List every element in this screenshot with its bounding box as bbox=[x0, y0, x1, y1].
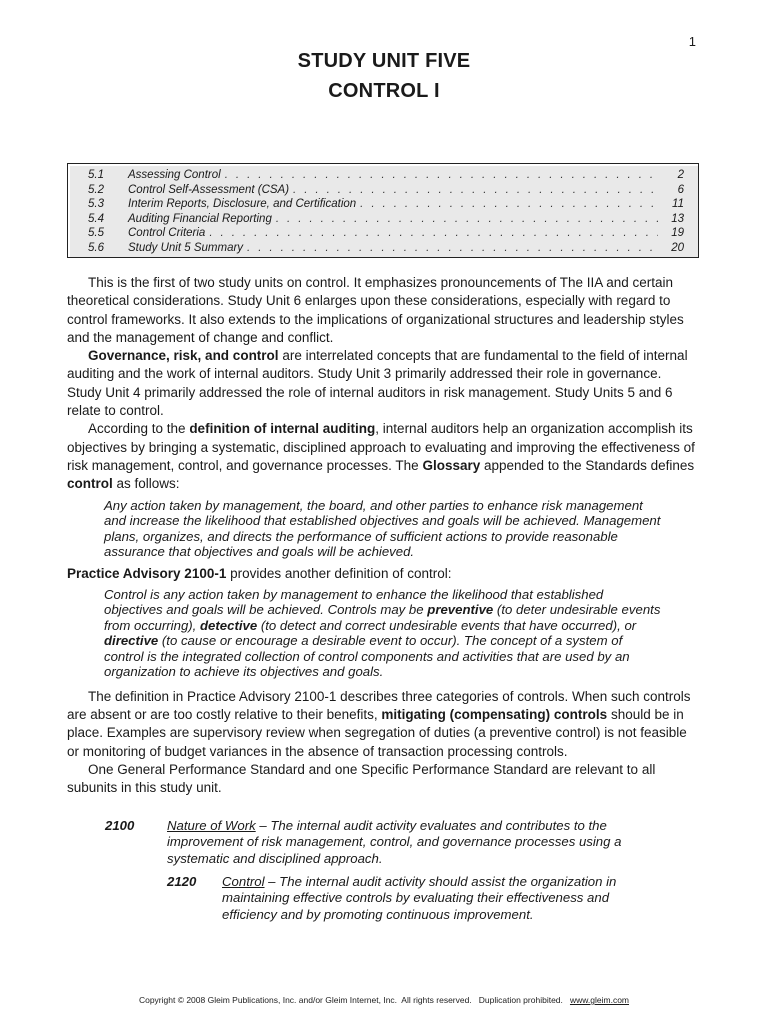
standard-text bbox=[222, 874, 667, 923]
toc-leader-dots bbox=[247, 242, 658, 254]
title-line-1: STUDY UNIT FIVE bbox=[297, 50, 471, 72]
standard-name: Nature of Work bbox=[167, 818, 256, 833]
practice-advisory-paragraph bbox=[67, 565, 699, 583]
standard-name: Control bbox=[222, 874, 265, 889]
categories-text-a: The definition in Practice Advisory 2100-1 describes three categories of controls. When such controls are absent or are too costly relative to their benefits, bbox=[67, 688, 691, 723]
toc-item-page: 19 bbox=[671, 227, 684, 239]
footer bbox=[0, 995, 768, 1005]
page-title bbox=[0, 46, 768, 106]
governance-term: Governance, risk, and control bbox=[88, 348, 279, 364]
standard-number: 2100 bbox=[105, 818, 135, 833]
directive-term: directive bbox=[104, 633, 159, 649]
toc-list bbox=[68, 169, 698, 256]
toc-item-title: Interim Reports, Disclosure, and Certification bbox=[128, 198, 357, 210]
definition-term: definition of internal auditing bbox=[189, 421, 376, 437]
toc-item[interactable] bbox=[68, 242, 698, 257]
toc-leader-dots bbox=[225, 169, 658, 181]
definition-text-g: as follows: bbox=[112, 476, 180, 492]
toc-item-page: 2 bbox=[677, 169, 684, 181]
quote2-text-g: (to cause or encourage a desirable event to occur). The concept of a system of control is the integrated collection of control components and activities that are used by an organization to achieve its objectives and goals. bbox=[104, 633, 630, 680]
toc-item-page: 11 bbox=[672, 198, 684, 210]
toc-item-title: Control Criteria bbox=[128, 227, 206, 239]
toc-item-number: 5.1 bbox=[88, 169, 104, 181]
governance-paragraph bbox=[67, 347, 699, 420]
intro-paragraph: This is the first of two study units on control. It emphasizes pronouncements of The IIA and certain theoretical considerations. Study Unit 6 enlarges upon these considerations, especially with regard to control frameworks. It also extends to the implications of organizational structures and leadership styles and the management of change and conflict. bbox=[67, 275, 684, 345]
quote2-text-e: (to detect and correct undesirable events that have occurred), or bbox=[257, 617, 637, 633]
toc-item[interactable] bbox=[68, 227, 698, 242]
toc-item-page: 20 bbox=[671, 241, 684, 254]
standard-description: – The internal audit activity should assist the organization in maintaining effective controls by evaluating their effectiveness and efficiency and by promoting continuous improvement. bbox=[222, 874, 617, 922]
toc-item-title: Assessing Control bbox=[128, 169, 221, 181]
standard-2100 bbox=[105, 818, 665, 867]
definition-text-e: appended to the Standards defines bbox=[480, 457, 695, 473]
toc-item[interactable] bbox=[68, 213, 698, 228]
quote2-text-c: (to deter undesirable events from occurring), bbox=[104, 602, 661, 633]
toc-item-page: 6 bbox=[677, 183, 684, 196]
toc-item-number: 5.4 bbox=[88, 212, 104, 225]
toc-item-page: 13 bbox=[671, 212, 684, 225]
standard-number: 2120 bbox=[167, 874, 197, 889]
toc-item-title: Control Self-Assessment (CSA) bbox=[128, 183, 290, 196]
glossary-quote: Any action taken by management, the board, and other parties to enhance risk management and increase the likelihood that established objectives and goals will be achieved. Management plans, organizes, and directs the performance of sufficient actions to provide reasonable assurance that objectives and goals will be achieved. bbox=[104, 497, 661, 560]
toc-item-number: 5.6 bbox=[88, 241, 104, 254]
website-link[interactable]: www.gleim.com bbox=[569, 995, 630, 1005]
title-line-2: CONTROL I bbox=[328, 80, 440, 102]
standards-intro-paragraph: One General Performance Standard and one Specific Performance Standard are relevant to all subunits in this study unit. bbox=[67, 762, 656, 796]
standard-text bbox=[167, 818, 665, 867]
toc-leader-dots bbox=[209, 227, 658, 239]
practice-advisory-text: provides another definition of control: bbox=[226, 565, 452, 581]
practice-advisory-quote bbox=[104, 587, 664, 680]
toc-leader-dots bbox=[293, 184, 658, 196]
categories-paragraph bbox=[67, 688, 699, 761]
standard-description: – The internal audit activity evaluates and contributes to the improvement of risk management, control, and governance processes using a systematic and disciplined approach. bbox=[167, 818, 622, 866]
toc-item-title: Study Unit 5 Summary bbox=[128, 241, 244, 254]
toc-item-title: Auditing Financial Reporting bbox=[128, 212, 272, 225]
body-text bbox=[67, 274, 699, 798]
standard-2120 bbox=[167, 874, 667, 923]
toc-item-number: 5.5 bbox=[88, 227, 104, 239]
glossary-term: Glossary bbox=[422, 457, 481, 473]
definition-paragraph bbox=[67, 420, 699, 493]
practice-advisory-term: Practice Advisory 2100-1 bbox=[67, 565, 227, 581]
preventive-term: preventive bbox=[427, 602, 494, 618]
definition-text-a: According to the bbox=[88, 421, 190, 437]
toc-leader-dots bbox=[276, 213, 658, 225]
governance-text: are interrelated concepts that are fundamental to the field of internal auditing and the work of internal auditors. Study Unit 3 primarily addressed their role in governance. Study Unit 4 primarily addressed the role of internal auditors in risk management. Study Units 5 and 6 relate to control. bbox=[67, 348, 688, 419]
mitigating-controls-term: mitigating (compensating) controls bbox=[381, 707, 608, 723]
toc-item[interactable] bbox=[68, 184, 698, 199]
definition-text-c: , internal auditors help an organization accomplish its objectives by bringing a systematic, disciplined approach to evaluating and improving the effectiveness of risk management, control, and governance processes. The bbox=[67, 421, 695, 473]
toc-item[interactable] bbox=[68, 198, 698, 213]
copyright-text: Copyright © 2008 Gleim Publications, Inc. and/or Gleim Internet, Inc. All rights reserved. Duplication prohibited. bbox=[138, 995, 570, 1005]
detective-term: detective bbox=[200, 617, 258, 633]
toc-item-number: 5.3 bbox=[88, 198, 104, 210]
toc-item[interactable] bbox=[68, 169, 698, 184]
table-of-contents bbox=[67, 163, 699, 258]
toc-leader-dots bbox=[360, 198, 658, 210]
page-number: 1 bbox=[688, 34, 696, 49]
categories-text-c: should be in place. Examples are supervisory review when segregation of duties (a preventive control) is not feasible or monitoring of budget variances in the absence of transaction processing controls. bbox=[67, 707, 687, 759]
quote2-text-a: Control is any action taken by management to enhance the likelihood that established objectives and goals will be achieved. Controls may be bbox=[104, 586, 604, 618]
toc-item-number: 5.2 bbox=[88, 183, 104, 196]
control-term: control bbox=[67, 476, 113, 492]
